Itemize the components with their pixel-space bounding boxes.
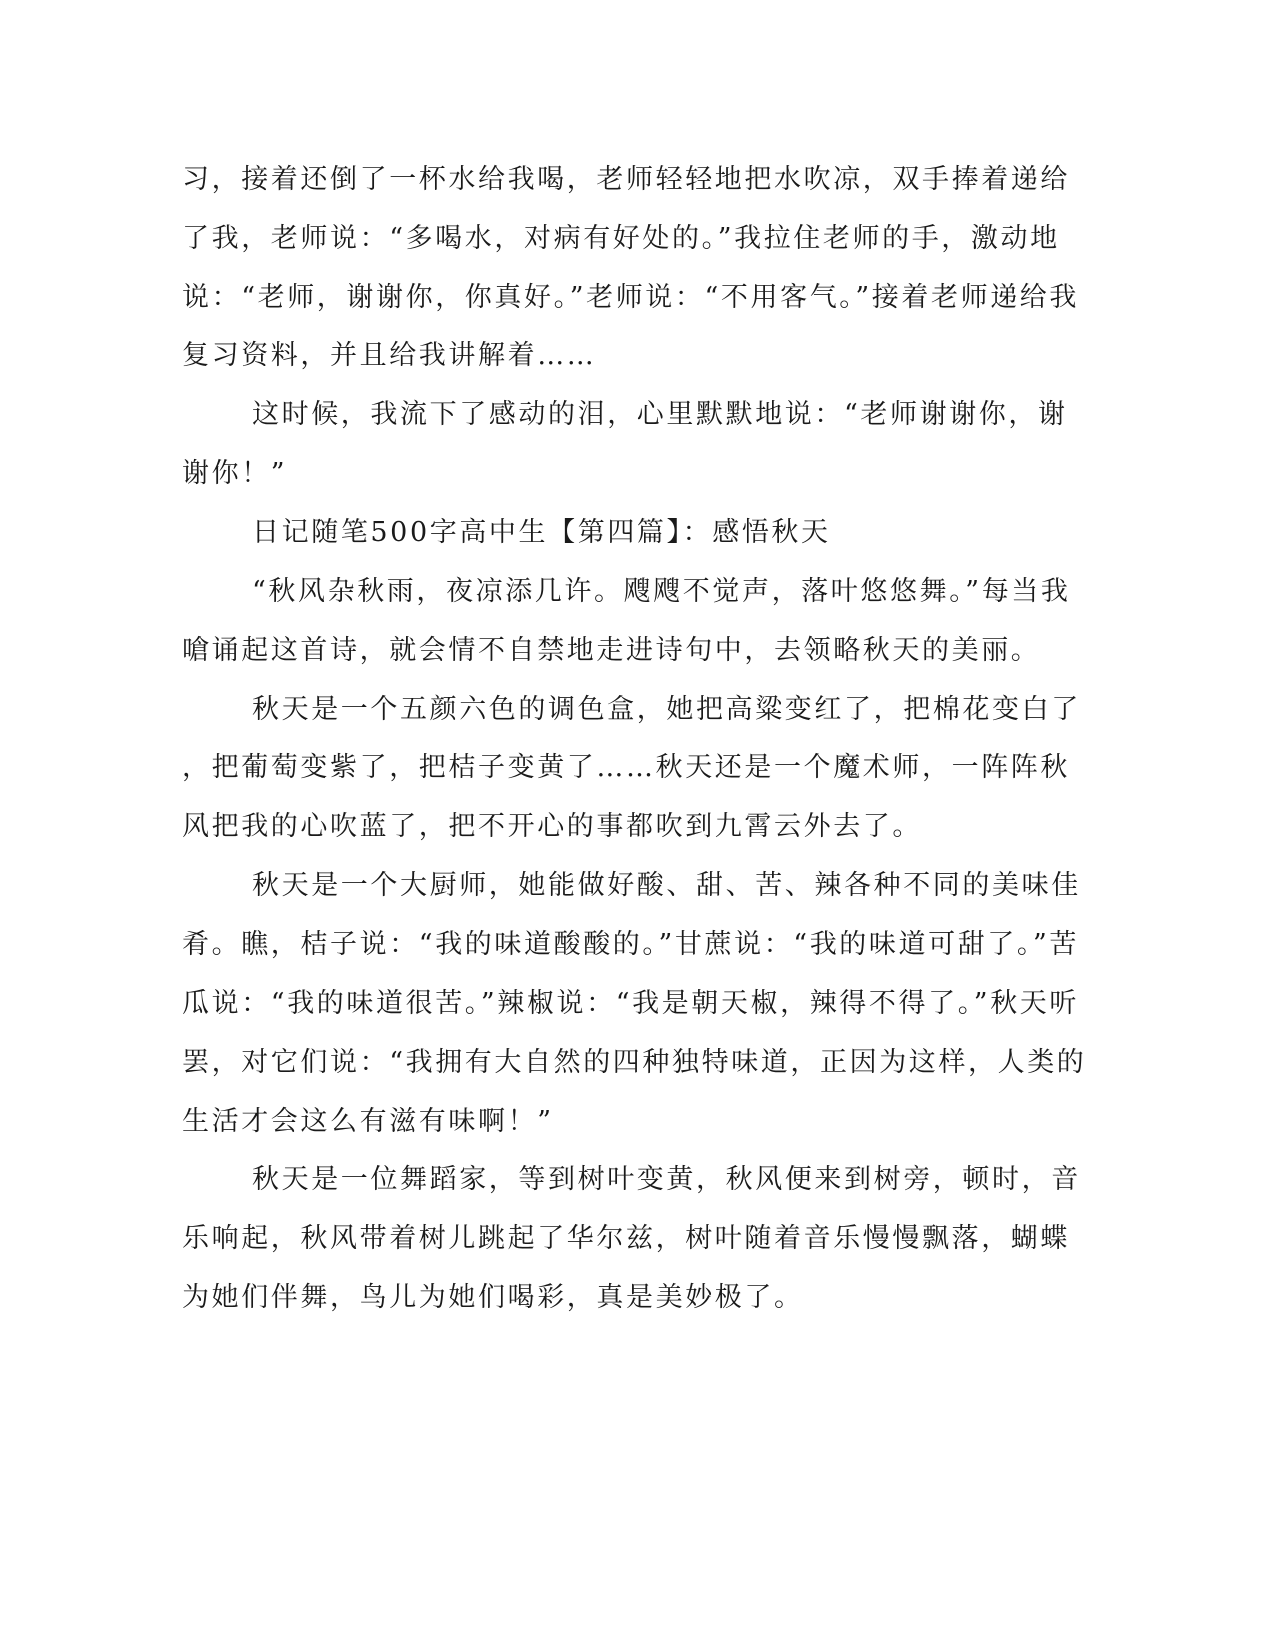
paragraph-first-line: 这时候，我流下了感动的泪，心里默默地说：“老师谢谢你，谢 (252, 399, 1068, 430)
text-line: 罢，对它们说：“我拥有大自然的四种独特味道，正因为这样，人类的 (182, 1047, 1087, 1078)
paragraph-first-line: 秋天是一个大厨师，她能做好酸、甜、苦、辣各种不同的美味佳 (252, 870, 1081, 901)
paragraph-first-line: “秋风杂秋雨，夜凉添几许。飕飕不觉声，落叶悠悠舞。”每当我 (252, 576, 1071, 607)
text-line: 肴。瞧，桔子说：“我的味道酸酸的。”甘蔗说：“我的味道可甜了。”苦 (182, 929, 1080, 960)
text-line: 风把我的心吹蓝了，把不开心的事都吹到九霄云外去了。 (182, 811, 922, 842)
text-line: 嗆诵起这首诗，就会情不自禁地走进诗句中，去领略秋天的美丽。 (182, 635, 1041, 666)
text-line: 了我，老师说：“多喝水，对病有好处的。”我拉住老师的手，激动地 (182, 223, 1060, 254)
text-line: 说：“老师，谢谢你，你真好。”老师说：“不用客气。”接着老师递给我 (182, 282, 1080, 313)
text-line: 复习资料，并且给我讲解着…… (182, 340, 597, 371)
text-line: ，把葡萄变紫了，把桔子变黄了……秋天还是一个魔术师，一阵阵秋 (182, 752, 1070, 783)
text-line: 生活才会这么有滋有味啊！” (182, 1106, 554, 1137)
text-line: 谢你！” (182, 458, 288, 489)
paragraph-first-line: 秋天是一个五颜六色的调色盒，她把高粱变红了，把棉花变白了 (252, 694, 1081, 725)
text-line: 为她们伴舞，鸟儿为她们喝彩，真是美妙极了。 (182, 1282, 804, 1313)
paragraph-first-line: 秋天是一位舞蹈家，等到树叶变黄，秋风便来到树旁，顿时，音 (252, 1164, 1081, 1195)
text-line: 瓜说：“我的味道很苦。”辣椒说：“我是朝天椒，辣得不得了。”秋天听 (182, 988, 1080, 1019)
text-line: 习，接着还倒了一杯水给我喝，老师轻轻地把水吹凉，双手捧着递给 (182, 164, 1070, 195)
text-line: 乐响起，秋风带着树儿跳起了华尔兹，树叶随着音乐慢慢飘落，蝴蝶 (182, 1223, 1070, 1254)
section-heading: 日记随笔500字高中生【第四篇】：感悟秋天 (252, 517, 831, 548)
